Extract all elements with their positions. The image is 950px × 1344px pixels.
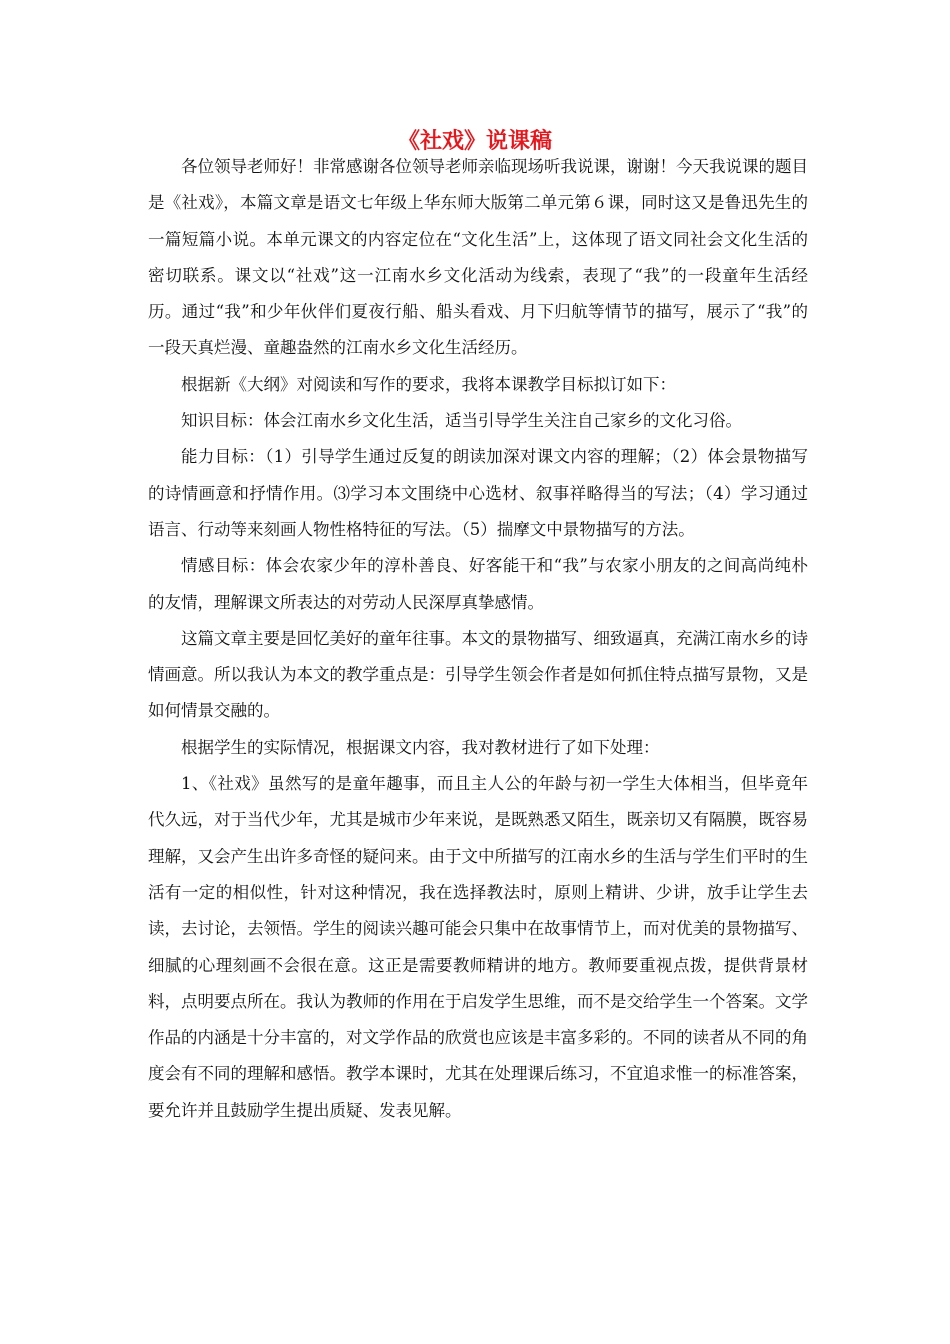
paragraph-teaching-focus: 这篇文章主要是回忆美好的童年往事。本文的景物描写、细致逼真，充满江南水乡的诗情画意。所以我认为本文的教学重点是：引导学生领会作者是如何抓住特点描写景物，又是如何情景交融的。 bbox=[148, 628, 808, 721]
document-title: 《社戏》说课稿 bbox=[397, 128, 552, 154]
paragraph-objectives-intro: 根据新《大纲》对阅读和写作的要求，我将本课教学目标拟订如下： bbox=[181, 374, 676, 394]
paragraph-knowledge-goal: 知识目标：体会江南水乡文化生活，适当引导学生关注自己家乡的文化习俗。 bbox=[181, 411, 742, 431]
paragraph-material-handling: 根据学生的实际情况，根据课文内容，我对教材进行了如下处理： bbox=[181, 737, 660, 757]
paragraph-ability-goal: 能力目标：（1）引导学生通过反复的朗读加深对课文内容的理解；（2）体会景物描写的诗情画意和抒情作用。⑶学习本文围绕中心选材、叙事祥略得当的写法；（4）学习通过语言、行动等来刻画人物性格特征的写法。（5）揣摩文中景物描写的方法。 bbox=[148, 447, 808, 539]
paragraph-emotion-goal: 情感目标：体会农家少年的淳朴善良、好客能干和“我”与农家小朋友的之间高尚纯朴的友情，理解课文所表达的对劳动人民深厚真挚感情。 bbox=[148, 556, 808, 612]
document-body bbox=[148, 149, 808, 1129]
paragraph-intro: 各位领导老师好！非常感谢各位领导老师亲临现场听我说课，谢谢！今天我说课的题目是《社戏》，本篇文章是语文七年级上华东师大版第二单元第６课，同时这又是鲁迅先生的一篇短篇小说。本单元课文的内容定位在“文化生活”上，这体现了语文同社会文化生活的密切联系。课文以“社戏”这一江南水乡文化活动为线索，表现了“我”的一段童年生活经历。通过“我”和少年伙伴们夏夜行船、船头看戏、月下归航等情节的描写，展示了“我”的一段天真烂漫、童趣盎然的江南水乡文化生活经历。 bbox=[148, 157, 808, 358]
paragraph-point-1: 1、《社戏》虽然写的是童年趣事，而且主人公的年龄与初一学生大体相当，但毕竟年代久远，对于当代少年，尤其是城市少年来说，是既熟悉又陌生，既亲切又有隔膜，既容易理解，又会产生出许多奇怪的疑问来。由于文中所描写的江南水乡的生活与学生们平时的生活有一定的相似性，针对这种情况，我在选择教法时，原则上精讲、少讲，放手让学生去读，去讨论，去领悟。学生的阅读兴趣可能会只集中在故事情节上，而对优美的景物描写、细腻的心理刻画不会很在意。这正是需要教师精讲的地方。教师要重视点拨，提供背景材料，点明要点所在。我认为教师的作用在于启发学生思维，而不是交给学生一个答案。文学作品的内涵是十分丰富的，对文学作品的欣赏也应该是丰富多彩的。不同的读者从不同的角度会有不同的理解和感悟。教学本课时，尤其在处理课后练习，不宜追求惟一的标准答案，要允许并且鼓励学生提出质疑、发表见解。 bbox=[148, 774, 808, 1120]
